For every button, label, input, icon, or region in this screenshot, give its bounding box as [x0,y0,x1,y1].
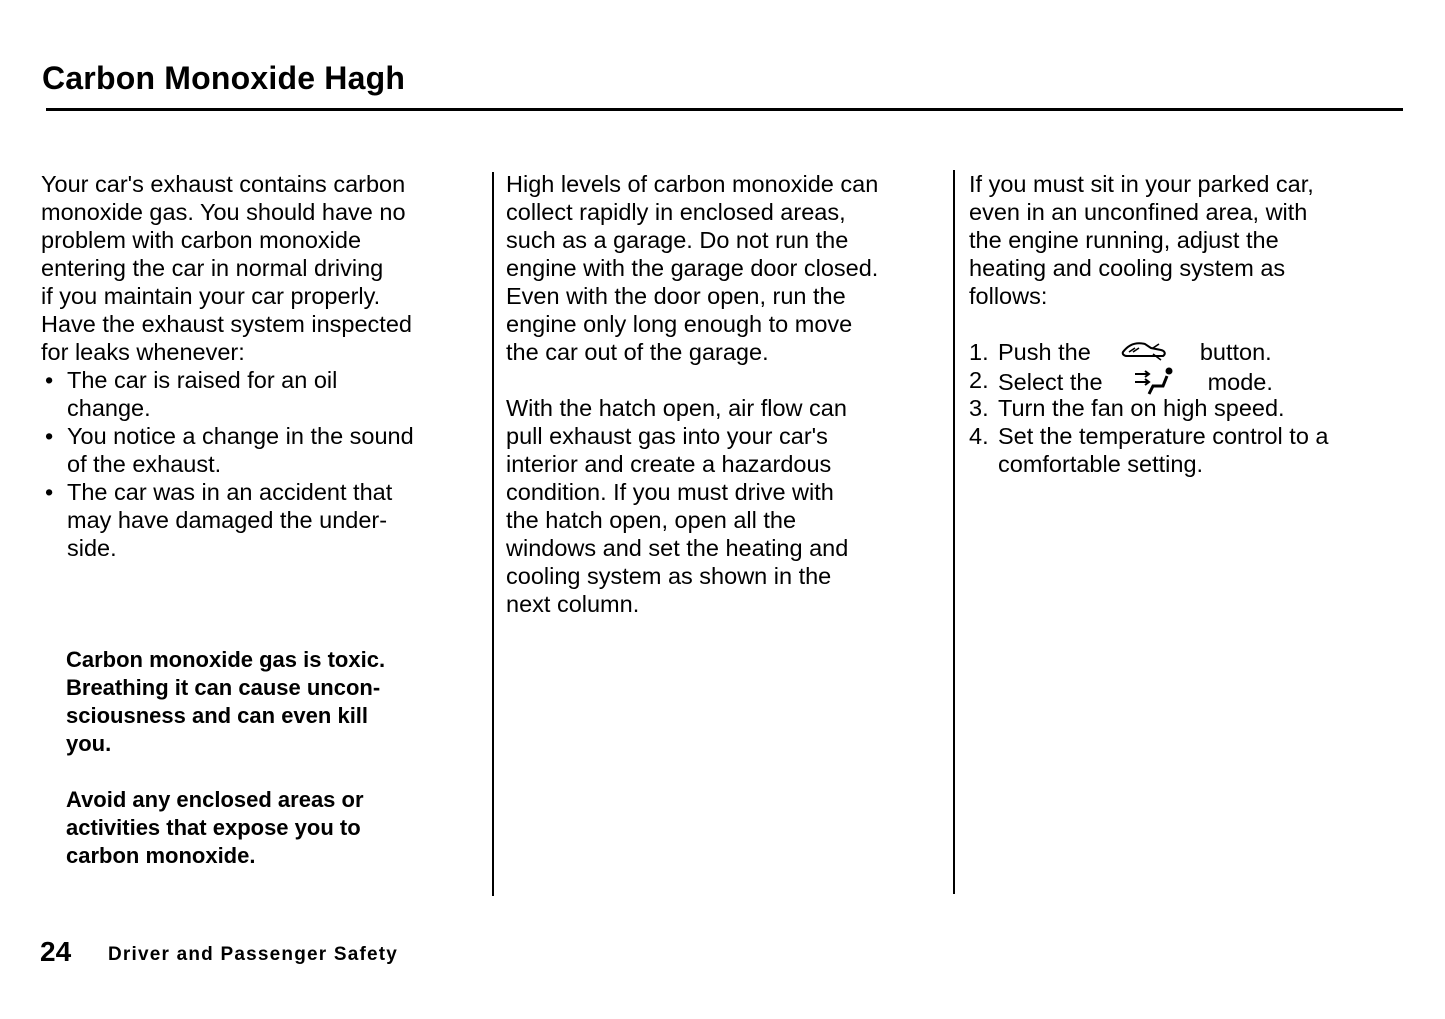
col1-intro-line: monoxide gas. You should have no [41,199,406,225]
step-number: 1. [969,339,989,365]
bullet-line: The car was in an accident that [67,479,393,505]
warning-line: sciousness and can even kill [66,703,369,728]
col2-line: the car out of the garage. [506,339,769,365]
col2-line: interior and create a hazardous [506,451,832,477]
step-text: comfortable setting. [998,451,1204,477]
col2-line: the hatch open, open all the [506,507,797,533]
column-3 [969,170,1409,478]
column-divider [492,172,494,896]
col2-line: windows and set the heating and [506,535,849,561]
col2-line: engine with the garage door closed. [506,255,879,281]
page-title: Carbon Monoxide Hagh [42,60,406,96]
col3-line: If you must sit in your parked car, [969,171,1314,197]
step-text: Push the [998,339,1091,366]
step-number: 3. [969,395,989,421]
col2-para-1 [506,170,946,366]
warning-line: activities that expose you to [66,815,361,840]
bullet-line: You notice a change in the sound [67,423,414,449]
step-text: Set the temperature control to a [998,423,1329,449]
col2-line: High levels of carbon monoxide can [506,171,879,197]
bullet-item [41,422,481,478]
col1-intro [41,170,481,366]
col2-line: condition. If you must drive with [506,479,834,505]
col1-intro-line: Have the exhaust system inspected [41,311,412,337]
col3-line: follows: [969,283,1048,309]
col2-para-2 [506,394,946,618]
warning-line: you. [66,731,112,756]
col2-line: next column. [506,591,640,617]
col1-intro-line: if you maintain your car properly. [41,283,381,309]
title-rule [46,108,1403,111]
bullet-line: The car is raised for an oil [67,367,338,393]
col1-intro-line: entering the car in normal driving [41,255,384,281]
warning-line: carbon monoxide. [66,843,256,868]
step-text: Select the [998,369,1103,396]
bullet-line: change. [67,395,151,421]
warning-line: Carbon monoxide gas is toxic. [66,647,386,672]
bullet-line: of the exhaust. [67,451,222,477]
section-title: Driver and Passenger Safety [108,944,399,965]
bullet-line: side. [67,535,117,561]
col1-intro-line: Your car's exhaust contains carbon [41,171,406,197]
col2-line: cooling system as shown in the [506,563,832,589]
column-2 [506,170,946,618]
col3-intro [969,170,1409,310]
bullet-item [41,366,481,422]
page-number: 24 [40,936,72,967]
column-divider [953,170,955,894]
climate-steps-list [969,338,1409,478]
step-number: 4. [969,423,989,449]
bullet-line: may have damaged the under- [67,507,388,533]
col2-line: collect rapidly in enclosed areas, [506,199,846,225]
col3-line: heating and cooling system as [969,255,1286,281]
col1-intro-line: problem with carbon monoxide [41,227,362,253]
col2-line: pull exhaust gas into your car's [506,423,828,449]
warning-para-1 [66,646,446,758]
step-item [969,422,1409,478]
col3-line: even in an unconfined area, with [969,199,1308,225]
col2-line: Even with the door open, run the [506,283,846,309]
step-item [969,366,1409,394]
bullet-item [41,478,481,562]
step-text: Turn the fan on high speed. [998,395,1285,421]
step-item [969,394,1409,422]
warning-line: Breathing it can cause uncon- [66,675,381,700]
step-item [969,338,1409,366]
warning-para-2 [66,786,446,870]
step-text: mode. [1207,369,1273,396]
warning-box [66,646,446,870]
column-1 [41,170,481,562]
step-number: 2. [969,367,989,393]
col2-line: With the hatch open, air flow can [506,395,847,421]
inspection-bullet-list [41,366,481,562]
col2-line: such as a garage. Do not run the [506,227,849,253]
warning-line: Avoid any enclosed areas or [66,787,364,812]
col1-intro-line: for leaks whenever: [41,339,245,365]
step-text: button. [1199,339,1272,366]
col3-line: the engine running, adjust the [969,227,1279,253]
col2-line: engine only long enough to move [506,311,853,337]
